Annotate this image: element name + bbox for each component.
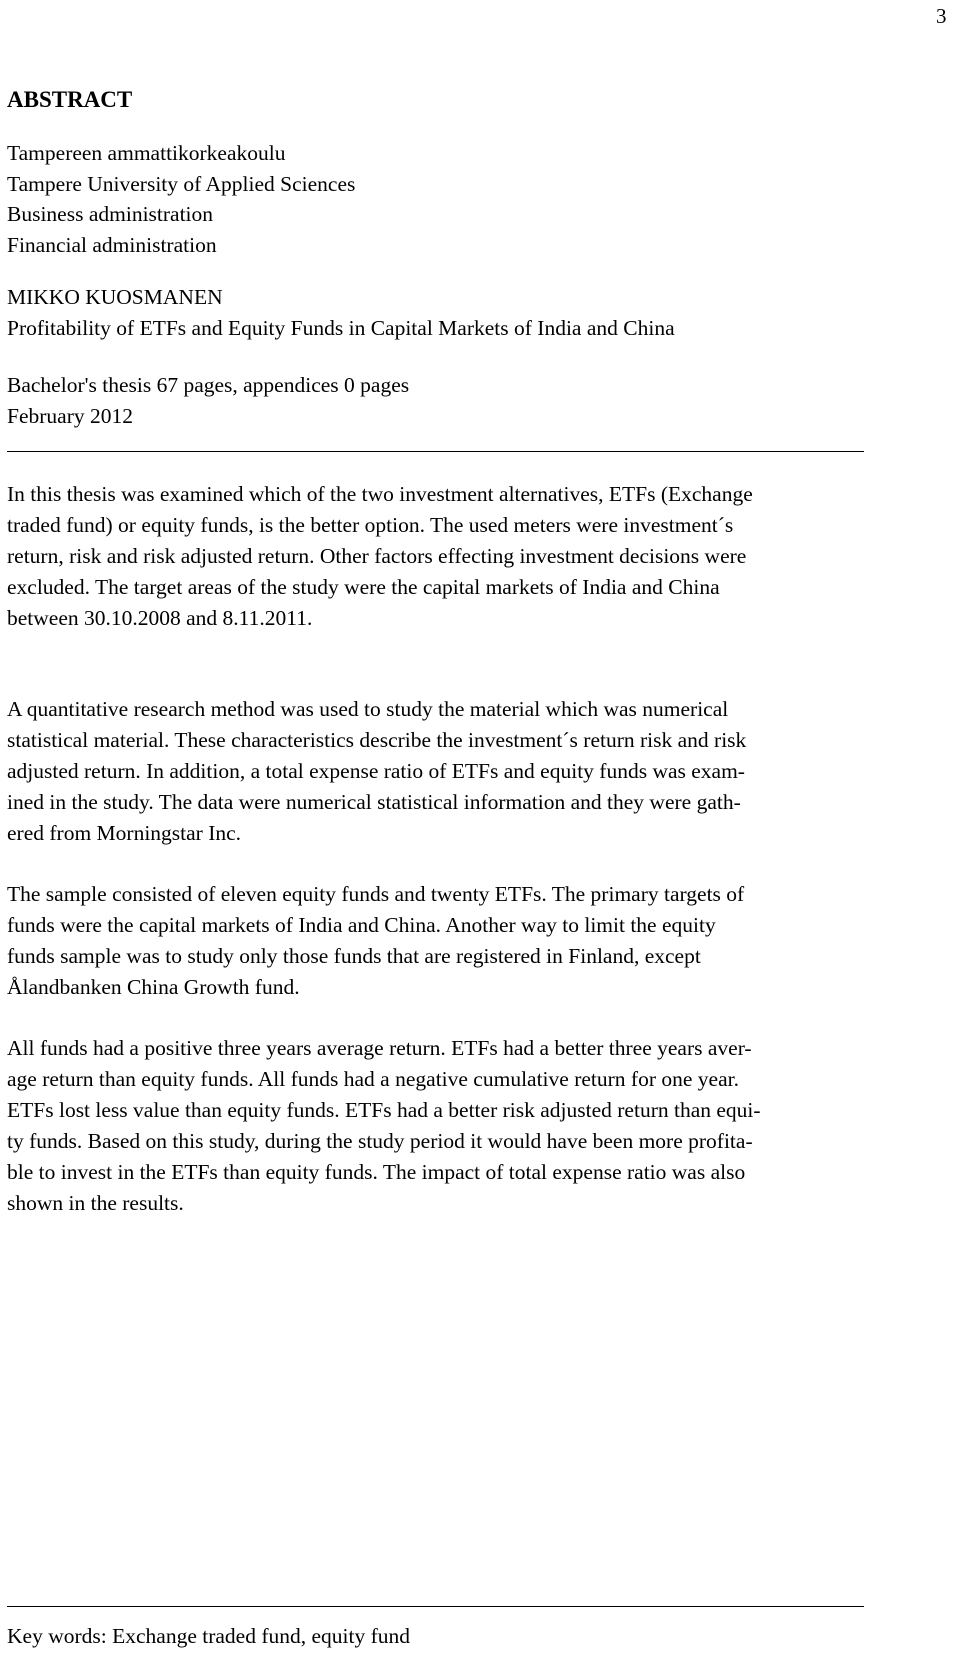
paragraph-line: ined in the study. The data were numerical statistical information and they were gath- [7,790,741,814]
thesis-date: February 2012 [7,403,133,428]
abstract-paragraph-4 [7,1033,947,1219]
institution-line: Financial administration [7,232,217,257]
paragraph-line: In this thesis was examined which of the two investment alternatives, ETFs (Exchange [7,482,753,506]
bottom-divider [7,1606,864,1607]
paragraph-line: ble to invest in the ETFs than equity funds. The impact of total expense ratio was also [7,1160,746,1184]
keywords: Key words: Exchange traded fund, equity fund [7,1624,411,1648]
paragraph-line: ered from Morningstar Inc. [7,821,242,845]
paragraph-line: The sample consisted of eleven equity funds and twenty ETFs. The primary targets of [7,882,745,906]
paragraph-line: excluded. The target areas of the study were the capital markets of India and China [7,575,720,599]
paragraph-line: funds were the capital markets of India and China. Another way to limit the equity [7,913,716,937]
paragraph-line: Ålandbanken China Growth fund. [7,975,300,999]
abstract-paragraph-1 [7,479,947,634]
paragraph-line: traded fund) or equity funds, is the better option. The used meters were investment´s [7,513,734,537]
thesis-title: Profitability of ETFs and Equity Funds in Capital Markets of India and China [7,315,675,340]
top-divider [7,451,864,452]
author-block [7,282,675,343]
abstract-paragraph-2 [7,694,947,849]
institution-line: Business administration [7,202,214,226]
thesis-info-block [7,370,409,431]
paragraph-line: adjusted return. In addition, a total expense ratio of ETFs and equity funds was exam- [7,759,745,783]
paragraph-line: funds sample was to study only those funds that are registered in Finland, except [7,944,701,968]
institution-line: Tampere University of Applied Sciences [7,171,356,196]
institution-block [7,138,355,260]
abstract-paragraph-3 [7,879,947,1003]
paragraph-line: age return than equity funds. All funds had a negative cumulative return for one year. [7,1067,739,1091]
paragraph-line: All funds had a positive three years average return. ETFs had a better three years aver- [7,1036,752,1060]
abstract-heading: ABSTRACT [7,87,133,112]
keywords-block [7,1621,410,1652]
paragraph-line: return, risk and risk adjusted return. Other factors effecting investment decisions were [7,544,747,568]
paragraph-line: A quantitative research method was used to study the material which was numerical [7,697,729,721]
paragraph-line: ty funds. Based on this study, during the study period it would have been more profita- [7,1129,753,1153]
institution-line: Tampereen ammattikorkeakoulu [7,141,286,165]
paragraph-line: shown in the results. [7,1191,184,1215]
page-number: 3 [936,4,947,28]
paragraph-line: statistical material. These characteristics describe the investment´s return risk and risk [7,728,747,752]
paragraph-line: between 30.10.2008 and 8.11.2011. [7,606,313,630]
thesis-pages: Bachelor's thesis 67 pages, appendices 0 pages [7,373,410,397]
author-name: MIKKO KUOSMANEN [7,285,223,309]
paragraph-line: ETFs lost less value than equity funds. ETFs had a better risk adjusted return than equi- [7,1098,761,1122]
